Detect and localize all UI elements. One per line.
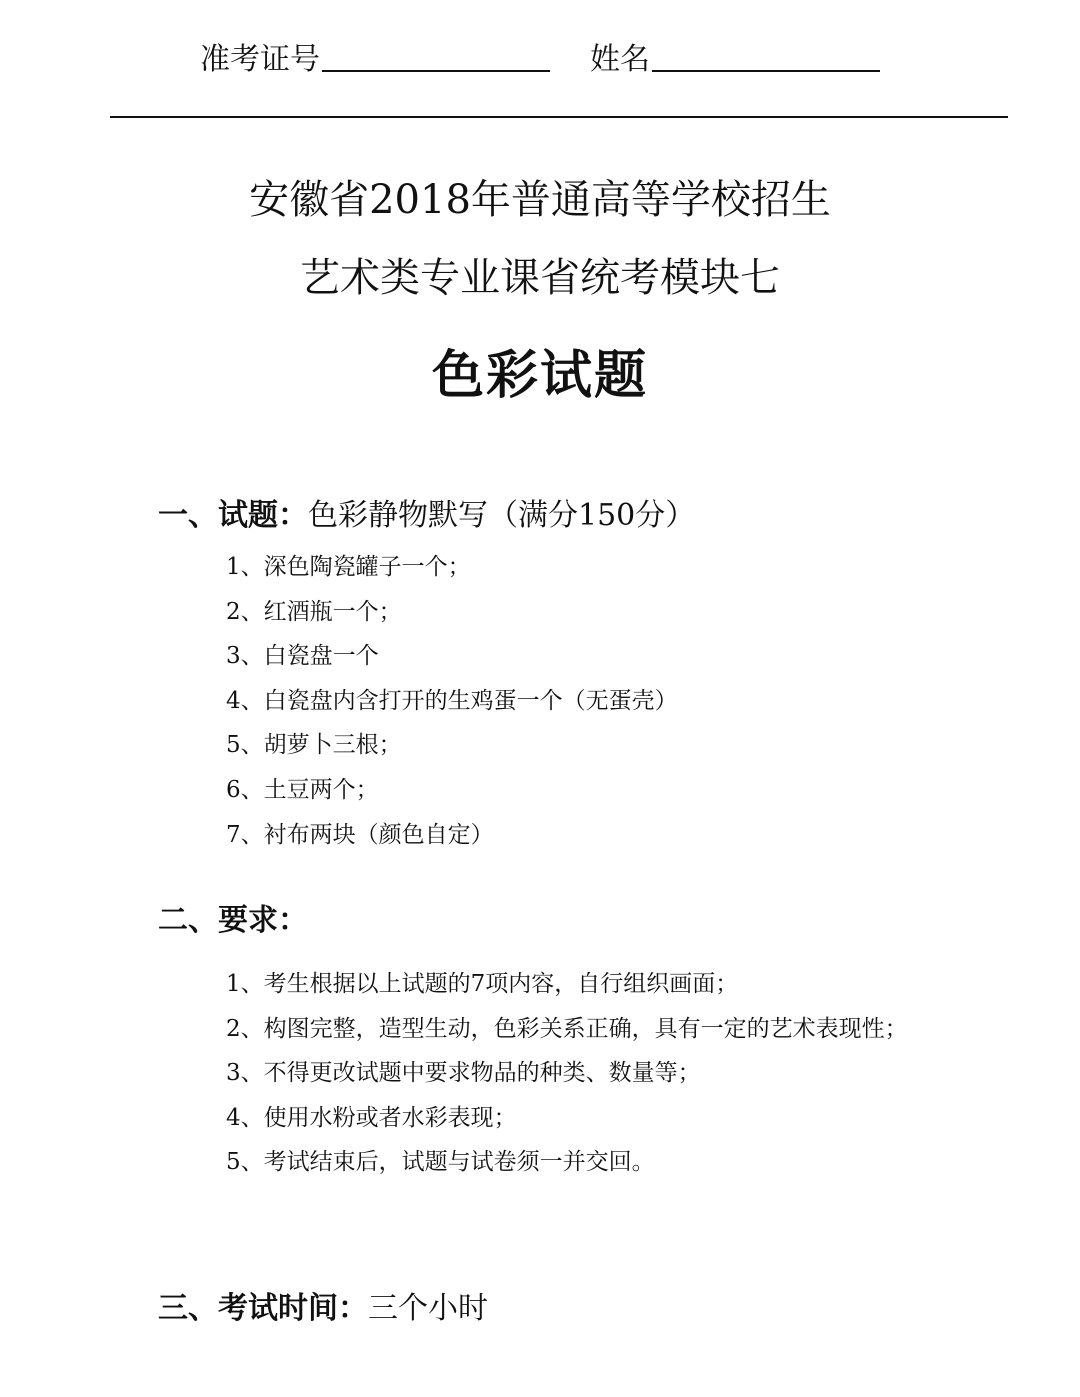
list-item: 3、白瓷盘一个: [226, 643, 379, 670]
list-item: 1、考生根据以上试题的7项内容，自行组织画面；: [226, 971, 739, 997]
list-item: 4、使用水粉或者水彩表现；: [226, 1104, 517, 1131]
exam-id-blank: [322, 70, 550, 72]
exam-id-label: 准考证号: [200, 42, 320, 77]
list-item: 5、考试结束后，试题与试卷须一并交回。: [226, 1149, 655, 1176]
list-item: 7、衬布两块（颜色自定）: [226, 821, 494, 848]
list-item: 1、深色陶瓷罐子一个；: [226, 554, 471, 580]
section-2-label: 二、要求：: [158, 903, 308, 938]
section-3-heading: [158, 1283, 488, 1327]
section-2-heading: [158, 895, 308, 939]
title-line-2: 艺术类专业课省统考模块七: [300, 255, 780, 301]
section-1-detail: 色彩静物默写（满分150分）: [308, 498, 696, 533]
list-item: 4、白瓷盘内含打开的生鸡蛋一个（无蛋壳）: [226, 687, 678, 714]
section-1-list: [226, 545, 678, 857]
name-label: 姓名: [590, 42, 650, 77]
title-line-1: 安徽省2018年普通高等学校招生: [249, 177, 831, 223]
section-2-list: [226, 962, 908, 1185]
list-item: 5、胡萝卜三根；: [226, 732, 402, 759]
list-item: 3、不得更改试题中要求物品的种类、数量等；: [226, 1060, 701, 1087]
candidate-info-row: [200, 34, 880, 78]
section-1-label: 一、试题：: [158, 498, 308, 533]
list-item: 2、构图完整，造型生动，色彩关系正确，具有一定的艺术表现性；: [226, 1015, 908, 1042]
header-divider: [110, 116, 1008, 118]
name-blank: [652, 70, 880, 72]
list-item: 2、红酒瓶一个；: [226, 598, 402, 625]
list-item: 6、土豆两个；: [226, 776, 379, 803]
page-title: 色彩试题: [431, 346, 648, 406]
section-3-label: 三、考试时间：: [158, 1291, 368, 1326]
section-3-detail: 三个小时: [368, 1291, 488, 1326]
section-1-heading: [158, 490, 695, 534]
